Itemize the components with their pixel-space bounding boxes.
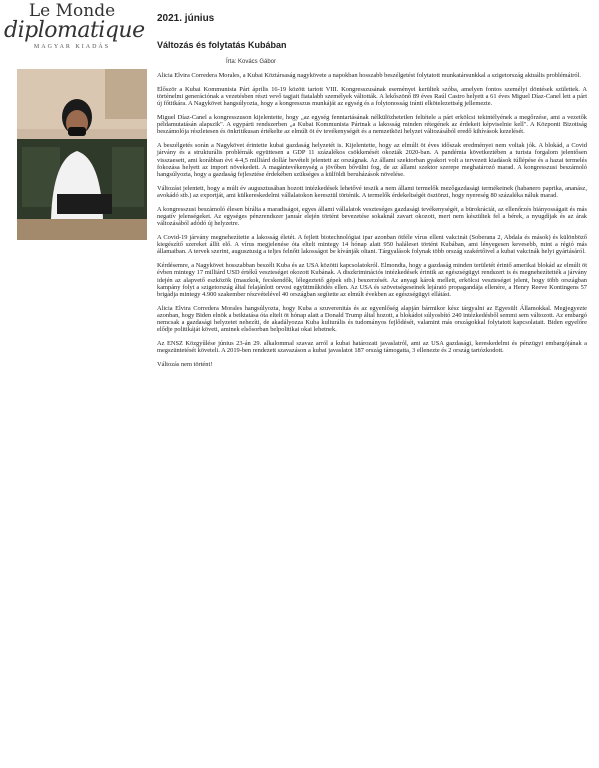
logo-line-2: diplomatique bbox=[4, 18, 145, 43]
publication-logo bbox=[4, 1, 145, 60]
paragraph: Először a Kubai Kommunista Párt április 16-19 között tartott VIII. Kongresszusának eseményei kerültek szóba, amelyen fontos személyi döntések születtek. A történelmi generációnak a vezetésben részt vevő tagjait fiatalabb személyek váltották. A lekőszönő 89 éves Raúl Castro helyett a 61 éves Miguel Díaz-Canel lett a párt új főtitkára. A Nagykövet hangsúlyozta, hogy a kongresszus munkáját az egység és a folytonosság iránti elkötelezettség jellemezte. bbox=[157, 85, 587, 108]
paragraph: A kongresszusi beszámoló élesen bírálta a maradiságot, egyes állami vállalatok veszteséges gazdasági tevékenységét, a bürokráciát, az ellenőrzés hiányosságait és más negatív jelenségeket. Az egységes pénzrendszer január elején történt bevezetése sokaknál zavart okozott, mert nem készültek fel a bérek, a nyugdíjak és az árak változásából adódó új helyzetre. bbox=[157, 205, 587, 228]
logo-line-3: MAGYAR KIADÁS bbox=[33, 44, 111, 50]
paragraph: Változás nem történt! bbox=[157, 361, 213, 369]
issue-date: 2021. június bbox=[157, 13, 215, 24]
paragraph: Alicia Elvira Corredera Morales hangsúlyozta, hogy Kuba a szuverenitás és az egyenlőség alapján bármikor kész tárgyalni az Egyesült Államokkal. Megjegyezte azonban, hogy Biden elnök a beiktatása óta eltelt öt hónap alatt a Donald Trump által hozott, a blokádot súlyosbító 240 intézkedésből semmi sem változott. Az embargó nemcsak a gazdasági helyzetet nehezíti, de akadályozza Kuba kulturális és tudományos fejlődését, valamint más országokkal folytatott kapcsolatait. Biden egyelőre elődje politikáját követi, aminek elsősorban belpolitikai okai lehetnek. bbox=[157, 304, 587, 334]
article-title: Változás és folytatás Kubában bbox=[157, 40, 287, 50]
paragraph: A Covid-19 járvány megnehezítette a lakosság életét. A fejlett biotechnológiai ipar azonban ötféle vírus elleni vakcinát (Soberana 2, Abdala és mások) és különböző kiegészítő szereket állít elő. A vírus megjelenése óta eltelt mintegy 14 hónap alatt 950 haláleset történt Kubában, ami lényegesen kevesebb, mint a régió más államaiban. A tervek szerint, augusztusig a teljes felnőtt lakosságot be kívánják oltani. Tárgyalások folynak több ország szakértőivel a kubai vakcinák helyi gyártásáról. bbox=[157, 234, 587, 256]
article-author: Írta: Kovács Gábor bbox=[226, 59, 277, 65]
ambassador-photo bbox=[17, 69, 147, 240]
paragraph: Kérdésemre, a Nagykövet hosszabban beszélt Kuba és az USA közötti kapcsolatokról. Elmondta, hogy a gazdaság minden területét érintő amerikai blokád az elmúlt öt évben mintegy 17 milliárd USD értékű veszteséget okozott Kubának. A diszkriminációs intézkedések érintik az egészségügyi rendszert is és megnehezítették a járvány idején az alapvető eszközök (maszkok, fecskendők, lélegeztető gépek stb.) beszerzését. Az anyagi károk mellett, erkölcsi veszteséget jelent, hogy több országban kampány folyt a szigetország által felajánlott orvosi együttműködés ellen. Az USA és szövetségeseinek lejárató propagandája ellenére, a Henry Reeve Kontingens 57 brigádja mintegy 4.900 szakember részvételével 40 országban segítette az elmúlt években az egészségügyi ellátást. bbox=[157, 262, 587, 299]
paragraph: Miguel Díaz-Canel a kongresszuson kijelentette, hogy „az egység fenntartásának nélkülözhetetlen feltétele a párt erkölcsi tekintélyének a megőrzése, ami a vezetők példamutatásán alapszik". A egypárti rendszerben „a Kubai Kommunista Pártnak a lakosság minden rétegének az érdekeit képviselnie kell". A Központi Bizottság beszámolója részletesen és önkritikusan értékelte az elmúlt öt év tevékenységét és a nemzetközi helyzet változásából eredő kihívások kezelését. bbox=[157, 114, 587, 136]
article-body bbox=[157, 72, 587, 375]
photo-illustration bbox=[17, 69, 147, 240]
paragraph: A beszélgetés során a Nagykövet érintette kubai gazdaság helyzetét is. Kijelentette, hogy az elmúlt öt éves időszak eredményei nem voltak jók. A blokád, a Covid járvány és a strukturális problémák együttesen a GDP 11 százalékos csökkenését okozták 2020-ban. A pandémia következtében a turista forgalom jelentősen visszaesett, ami korábban évi 4-4,5 milliárd dollár bevételt jelentett az országnak. Az állami szektorban gyakori volt a tervezett kiadások túllépése és a hazai termelés fokozása helyett az import növekedett. A magántevékenység a jövőben bővülni fog, de az állami szektor szerepe meghatározó marad. A kongresszusi beszámoló hangsúlyozta, hogy a gazdaság fejlesztése érdekében szükséges a külföldi beruházások növelése. bbox=[157, 142, 587, 179]
paragraph: Az ENSZ Közgyűlése június 23-án 29. alkalommal szavaz arról a kubai határozati javaslatról, ami az USA gazdasági, kereskedelmi és pénzügyi embargójának a megszüntetését követeli. A 2019-ben rendezett szavazáson a kubai javaslatot 187 ország támogatta, 3 ellenezte és 2 ország tartózkodott. bbox=[157, 340, 587, 355]
paragraph: Alicia Elvira Corredera Morales, a Kubai Köztársaság nagykövete a napokban hosszabb beszélgetést folytatott munkatársunkkal a szigetország aktuális problémáiról. bbox=[157, 72, 581, 79]
paragraph: Változást jelentett, hogy a múlt év augusztusában hozott intézkedések lehetővé teszik a nem állami termelők mezőgazdasági termékeinek (habanero paprika, ananász, avokádó stb.) az exportját, ami külkereskedelmi vállalatokon keresztül történik. A termelők érdekeltségét ösztönzi, hogy nyereség 80 százaléka náluk marad. bbox=[157, 184, 587, 200]
logo-line-1: Le Monde bbox=[28, 1, 116, 21]
